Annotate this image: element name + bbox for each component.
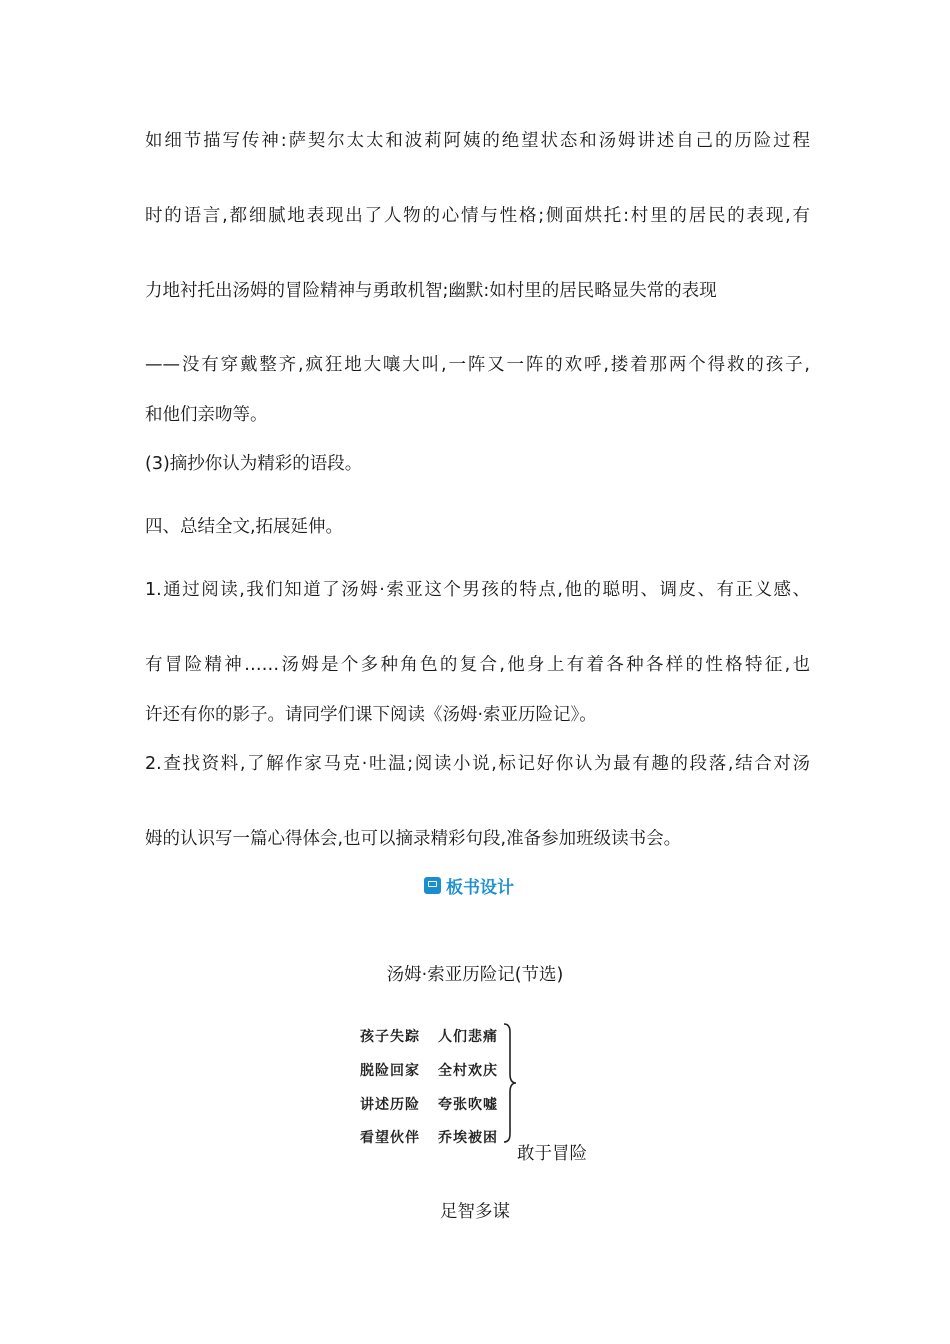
board-design-label: 板书设计 (446, 878, 514, 898)
body-line-10: 许还有你的影子。请同学们课下阅读《汤姆·索亚历险记》。 (145, 705, 597, 725)
body-line-6: (3)摘抄你认为精彩的语段。 (145, 454, 363, 474)
body-line-11: 2.查找资料,了解作家马克·吐温;阅读小说,标记好你认为最有趣的段落,结合对汤 (145, 754, 810, 774)
body-line-12: 姆的认识写一篇心得体会,也可以摘录精彩句段,准备参加班级读书会。 (145, 829, 682, 849)
board-left-item: 孩子失踪 (360, 1029, 420, 1045)
board-design-tag (424, 873, 514, 898)
body-line-9: 有冒险精神……汤姆是个多种角色的复合,他身上有着各种各样的性格特征,也 (145, 655, 810, 675)
body-line-5: 和他们亲吻等。 (145, 405, 268, 425)
body-line-1: 如细节描写传神:萨契尔太太和波莉阿姨的绝望状态和汤姆讲述自己的历险过程 (145, 131, 810, 151)
body-line-3: 力地衬托出汤姆的冒险精神与勇敢机智;幽默:如村里的居民略显失常的表现 (145, 281, 717, 301)
body-line-8: 1.通过阅读,我们知道了汤姆·索亚这个男孩的特点,他的聪明、调皮、有正义感、 (145, 580, 810, 600)
curly-brace (502, 1022, 518, 1144)
board-right-item: 人们悲痛 (438, 1029, 498, 1045)
board-right-item: 全村欢庆 (438, 1063, 498, 1079)
board-left-item: 讲述历险 (360, 1097, 420, 1113)
board-title: 汤姆·索亚历险记(节选) (386, 965, 564, 985)
body-line-4: ——没有穿戴整齐,疯狂地大嚷大叫,一阵又一阵的欢呼,搂着那两个得救的孩子, (145, 355, 810, 375)
section-heading-summary: 四、总结全文,拓展延伸。 (145, 517, 344, 537)
brace-label: 敢于冒险 (517, 1144, 587, 1164)
body-line-2: 时的语言,都细腻地表现出了人物的心情与性格;侧面烘托:村里的居民的表现,有 (145, 206, 810, 226)
board-right-item: 乔埃被困 (438, 1130, 498, 1146)
board-right-item: 夸张吹嘘 (438, 1097, 498, 1113)
board-left-item: 脱险回家 (360, 1063, 420, 1079)
board-left-item: 看望伙伴 (360, 1130, 420, 1146)
board-bottom-label: 足智多谋 (440, 1202, 510, 1222)
board-icon (424, 877, 441, 894)
